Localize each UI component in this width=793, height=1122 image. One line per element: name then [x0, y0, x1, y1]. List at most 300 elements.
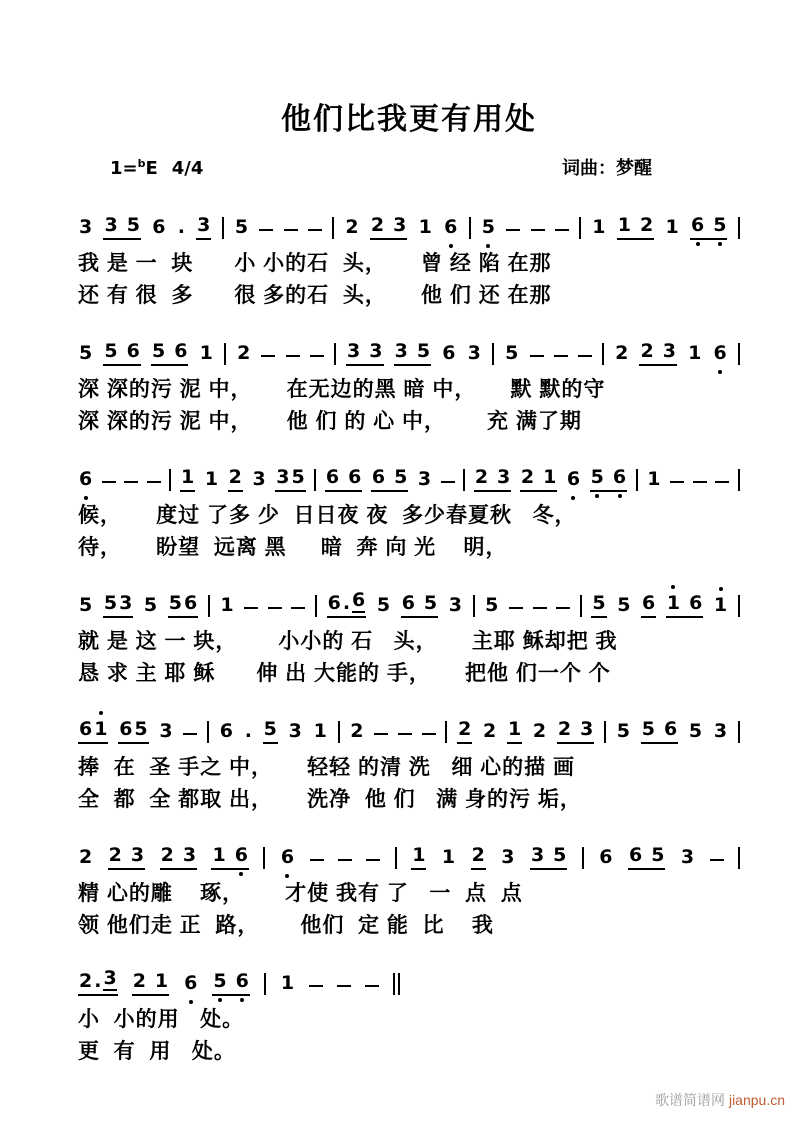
note-group [143, 596, 158, 618]
credits: 词曲：梦醒 [562, 158, 652, 178]
duration-dash [261, 355, 275, 357]
low-octave-dot [218, 998, 222, 1002]
note-group [641, 720, 678, 744]
note-group [591, 594, 606, 618]
note: 2 [483, 720, 497, 742]
lyric-line-verse2: 深 深的污 泥 中， 他 们 的 心 中， 充 满了期 [78, 410, 582, 433]
key-signature [110, 157, 203, 179]
barline [222, 217, 224, 239]
note: 3 [159, 720, 173, 742]
duration-dash [710, 859, 724, 861]
lyric-line-verse2: 恳 求 主 耶 稣 伸 出 大能的 手， 把他 们一个 个 [78, 662, 611, 685]
note-group [628, 846, 665, 870]
note-group [441, 344, 456, 366]
note: 6 [126, 340, 140, 362]
duration-dash [578, 355, 592, 357]
augmentation-dot: . [342, 592, 351, 614]
note-group [500, 848, 515, 870]
note-group [280, 974, 295, 996]
note: 3 [448, 594, 462, 616]
barline [580, 595, 582, 617]
note: 6 [442, 342, 456, 364]
note: 6 [691, 216, 704, 235]
note: 1 [154, 970, 169, 992]
note: 5 [376, 594, 391, 616]
lyric-line-verse2: 领 他们走 正 路， 他们 定 能 比 我 [78, 914, 494, 937]
barline [207, 721, 209, 743]
note-group [598, 848, 613, 870]
note: 2 [370, 214, 385, 236]
duration-dash [310, 859, 324, 861]
barline [582, 847, 584, 869]
note-group [690, 216, 727, 240]
note: 1 [543, 466, 557, 488]
note: 2 [237, 342, 251, 364]
note-group [219, 596, 234, 618]
note-group [411, 846, 426, 870]
note: 2 [79, 846, 93, 868]
duration-dash [291, 607, 305, 609]
barline [338, 721, 340, 743]
flat-symbol: b [137, 157, 146, 170]
lyric-line-verse1: 深 深的污 泥 中， 在无边的黑 暗 中， 默 默的守 [78, 378, 606, 401]
duration-dash [268, 607, 282, 609]
note-group [103, 594, 133, 618]
note: 5 [143, 594, 158, 616]
barline [263, 847, 265, 869]
duration-dash [533, 607, 547, 609]
note-group [713, 596, 728, 618]
note: 6 [371, 466, 386, 488]
note-group [327, 591, 367, 618]
lyric-line-verse2: 待， 盼望 远离 黑 暗 奔 向 光 明， [78, 536, 508, 559]
barline [395, 847, 397, 869]
note-group [288, 722, 303, 744]
note: 6 [236, 972, 249, 991]
note: 6 [663, 718, 678, 740]
notation-line [78, 580, 740, 618]
note: 3 [369, 340, 383, 362]
note-group [132, 972, 169, 996]
note: 6 [235, 846, 248, 865]
note-group [557, 720, 594, 744]
note-group [349, 722, 364, 744]
music-system [78, 580, 740, 690]
note: 3 [119, 592, 133, 614]
high-octave-dot [99, 711, 103, 715]
note: 2 [350, 720, 364, 742]
note-group [158, 722, 173, 744]
note: 5 [713, 216, 726, 235]
note: 5 [104, 340, 118, 362]
note-group [228, 468, 243, 492]
note: 1 [714, 596, 727, 615]
final-barline [393, 973, 400, 995]
low-octave-dot [189, 1000, 193, 1004]
note: 1 [204, 468, 219, 490]
duration-dash [670, 481, 684, 483]
note-group [712, 344, 727, 366]
duration-dash [555, 229, 569, 231]
music-system [78, 832, 740, 942]
note: 2 [474, 466, 489, 488]
note-group [471, 846, 486, 870]
note: 5 [485, 594, 499, 616]
note: 5 [641, 718, 655, 740]
note: 1 [181, 466, 195, 488]
barline [738, 595, 740, 617]
note: 6 [183, 592, 198, 614]
barline [738, 469, 740, 491]
note-group [401, 594, 438, 618]
barline [636, 469, 638, 491]
duration-dash [554, 355, 568, 357]
note-group [443, 218, 458, 240]
low-octave-dot [595, 494, 599, 498]
note-group [346, 342, 383, 366]
note-group [78, 848, 93, 870]
barline [738, 217, 740, 239]
note: 2 [79, 970, 93, 992]
note: 6 [79, 470, 92, 489]
augmentation-dot: . [94, 970, 102, 992]
low-octave-dot [718, 242, 722, 246]
note: 5 [651, 844, 665, 866]
note: 3 [103, 967, 117, 989]
duration-dash [506, 229, 520, 231]
augmentation-dot: . [177, 216, 185, 238]
note-group [151, 218, 166, 240]
note: 6 [713, 344, 726, 363]
low-octave-dot [239, 872, 243, 876]
note-group [639, 342, 676, 366]
lyric-line-verse2: 更 有 用 处。 [78, 1040, 236, 1063]
lyric-line-verse2: 还 有 很 多 很 多的石 头， 他 们 还 在那 [78, 284, 552, 307]
note: 1 [441, 846, 456, 868]
note: 2 [471, 844, 485, 866]
note: 3 [130, 844, 145, 866]
note-group [280, 848, 295, 870]
low-octave-dot [449, 244, 453, 248]
note-group [457, 720, 472, 744]
high-octave-dot [719, 587, 723, 591]
note: 5 [103, 592, 118, 614]
notation-line [78, 958, 740, 996]
note-group [666, 594, 703, 618]
note: 5 [616, 720, 631, 742]
note-group [532, 722, 547, 744]
note: 3 [497, 466, 511, 488]
note: 1 [412, 844, 426, 866]
duration-dash [441, 481, 455, 483]
low-octave-dot [618, 494, 622, 498]
note-group [313, 722, 328, 744]
note-group [370, 216, 407, 240]
note: 6 [401, 592, 415, 614]
note-group [251, 470, 266, 492]
note-group [344, 218, 359, 240]
note: 6 [599, 846, 613, 868]
note: 5 [79, 594, 93, 616]
note: 5 [416, 340, 431, 362]
note: 1 [313, 720, 327, 742]
duration-dash [509, 607, 523, 609]
barline [445, 721, 447, 743]
barline [334, 343, 336, 365]
note: 5 [394, 466, 408, 488]
lyric-line-verse1: 候， 度过 了多 少 日日夜 夜 多少春夏秋 冬， [78, 504, 577, 527]
note-group [616, 596, 631, 618]
note: 5 [134, 718, 148, 740]
lyric-line-verse2: 全 都 全 都取 出， 洗净 他 们 满 身的污 垢， [78, 788, 582, 811]
duration-dash [102, 481, 116, 483]
duration-dash [308, 229, 322, 231]
note-group [211, 846, 248, 870]
duration-dash [309, 985, 323, 987]
note: 6 [613, 468, 626, 487]
note-group [160, 846, 197, 870]
note: 1 [688, 342, 702, 364]
note: 6 [689, 592, 703, 614]
barline [469, 217, 471, 239]
duration-dash [531, 229, 545, 231]
note: 3 [662, 340, 676, 362]
note: 5 [151, 340, 166, 362]
note: 1 [199, 342, 213, 364]
note-group [641, 594, 656, 618]
note: 3 [393, 214, 407, 236]
duration-dash [530, 355, 544, 357]
note: 5 [234, 216, 249, 238]
notation-line [78, 202, 740, 240]
note-group [151, 342, 188, 366]
note: 3 [288, 720, 302, 742]
note: 6 [352, 589, 366, 611]
music-system [78, 706, 740, 816]
note: 1 [667, 594, 680, 613]
barline [332, 217, 334, 239]
duration-dash [147, 481, 161, 483]
note: 3 [530, 844, 545, 866]
note: 2 [160, 844, 174, 866]
note: 2 [108, 844, 122, 866]
note: 5 [592, 592, 606, 614]
note: 3 [252, 468, 266, 490]
note: 6 [119, 718, 133, 740]
augmentation-dot: . [244, 720, 252, 742]
note-group [688, 722, 703, 744]
note: 3 [713, 720, 728, 742]
note: 6 [642, 592, 656, 614]
lyric-line-verse1: 小 小的用 处。 [78, 1008, 245, 1031]
duration-dash [124, 481, 138, 483]
note-group [78, 218, 93, 240]
note: 2 [640, 214, 654, 236]
note: 1 [220, 594, 234, 616]
low-octave-dot [84, 496, 88, 500]
music-system [78, 202, 740, 312]
note: 3 [79, 216, 93, 238]
note-group [467, 344, 482, 366]
duration-dash [398, 733, 412, 735]
note-group [713, 722, 728, 744]
note-group [78, 344, 93, 366]
score [78, 202, 740, 1068]
note-group [418, 218, 433, 240]
note-group [441, 848, 456, 870]
duration-dash [365, 985, 379, 987]
note-group [481, 218, 496, 240]
note-group [78, 720, 108, 744]
notation-line [78, 706, 740, 744]
note: 5 [79, 342, 93, 364]
note-group [325, 468, 362, 492]
note-group [646, 470, 661, 492]
note-group [263, 720, 278, 744]
key-note: E [145, 158, 158, 179]
high-octave-dot [671, 585, 675, 589]
note: 6 [152, 216, 166, 238]
barline [315, 595, 317, 617]
note: 2 [532, 720, 547, 742]
song-title: 他们比我更有用处 [281, 103, 537, 136]
note: 3 [501, 846, 515, 868]
note: 1 [617, 214, 631, 236]
note: 3 [182, 844, 197, 866]
note: 1 [280, 972, 295, 994]
note-group [520, 468, 557, 492]
note-group [566, 470, 581, 492]
note-group [183, 974, 198, 996]
barline [463, 469, 465, 491]
barline [169, 469, 171, 491]
lyric-line-verse1: 精 心的雕 琢， 才使 我有 了 一 点 点 [78, 882, 523, 905]
notation-line [78, 328, 740, 366]
note: 5 [168, 592, 182, 614]
barline [208, 595, 210, 617]
watermark-site-name: 歌谱简谱网 [655, 1092, 729, 1108]
note-group [482, 722, 497, 744]
note: 2 [557, 718, 572, 740]
note-group [614, 344, 629, 366]
lyric-line-verse1: 捧 在 圣 手之 中， 轻轻 的清 洗 细 心的描 画 [78, 756, 576, 779]
note: 2 [520, 466, 535, 488]
note-group [484, 596, 499, 618]
note: 3 [680, 846, 695, 868]
barline [738, 343, 740, 365]
note-group [504, 344, 519, 366]
note-group [687, 344, 702, 366]
barline [738, 721, 740, 743]
duration-dash [422, 733, 436, 735]
note: 2 [458, 718, 472, 740]
duration-dash [244, 607, 258, 609]
note-group [196, 216, 211, 240]
note: 1 [94, 720, 107, 739]
note: 6 [79, 718, 93, 740]
note: 2 [228, 466, 242, 488]
note: 3 [467, 342, 481, 364]
note: 6 [219, 720, 233, 742]
note: 3 [276, 466, 290, 488]
low-octave-dot [240, 998, 244, 1002]
note: 6 [567, 470, 580, 489]
note-group [103, 342, 140, 366]
barline [224, 343, 226, 365]
note-group [616, 722, 631, 744]
duration-dash [693, 481, 707, 483]
note-group [212, 972, 249, 996]
note: 5 [126, 214, 140, 236]
lyric-line-verse1: 我 是 一 块 小 小的石 头， 曾 经 陷 在那 [78, 252, 552, 275]
note: 6 [348, 466, 362, 488]
note: 5 [591, 468, 604, 487]
note-group [108, 846, 145, 870]
note: 2 [615, 342, 629, 364]
note: 3 [417, 468, 432, 490]
note-group [507, 720, 522, 744]
note: 5 [482, 218, 495, 237]
note-group [234, 218, 249, 240]
duration-dash [715, 481, 729, 483]
barline [579, 217, 581, 239]
meta-row [78, 154, 740, 180]
notation-line [78, 832, 740, 870]
note-group [244, 722, 253, 744]
duration-dash [556, 607, 570, 609]
note: 3 [197, 214, 211, 236]
notation-line [78, 454, 740, 492]
note: 5 [291, 466, 305, 488]
note-group [78, 470, 93, 492]
note: 5 [553, 844, 567, 866]
music-system [78, 958, 740, 1068]
duration-dash [337, 985, 351, 987]
watermark [655, 1090, 785, 1110]
note: 6 [184, 974, 197, 993]
note: 3 [580, 718, 594, 740]
note-group [591, 218, 606, 240]
note-group [680, 848, 695, 870]
note-group [417, 470, 432, 492]
note: 6 [444, 218, 457, 237]
note: 1 [665, 216, 679, 238]
note: 6 [628, 844, 643, 866]
music-system [78, 454, 740, 564]
note-group [180, 468, 195, 492]
low-octave-dot [696, 242, 700, 246]
duration-dash [183, 733, 197, 735]
note: 5 [213, 972, 226, 991]
note: 3 [104, 214, 118, 236]
barline [738, 847, 740, 869]
note: 6 [327, 592, 341, 614]
time-signature: 4/4 [171, 158, 204, 179]
watermark-link[interactable]: jianpu.cn [728, 1092, 785, 1108]
note-group [219, 722, 234, 744]
note: 5 [505, 342, 519, 364]
music-system [78, 328, 740, 438]
note: 1 [507, 718, 522, 740]
duration-dash [338, 859, 352, 861]
barline [264, 973, 266, 995]
note-group [199, 344, 214, 366]
note: 6 [281, 848, 294, 867]
barline [492, 343, 494, 365]
note: 5 [423, 592, 438, 614]
note: 1 [592, 216, 606, 238]
key-prefix: 1= [110, 158, 138, 179]
